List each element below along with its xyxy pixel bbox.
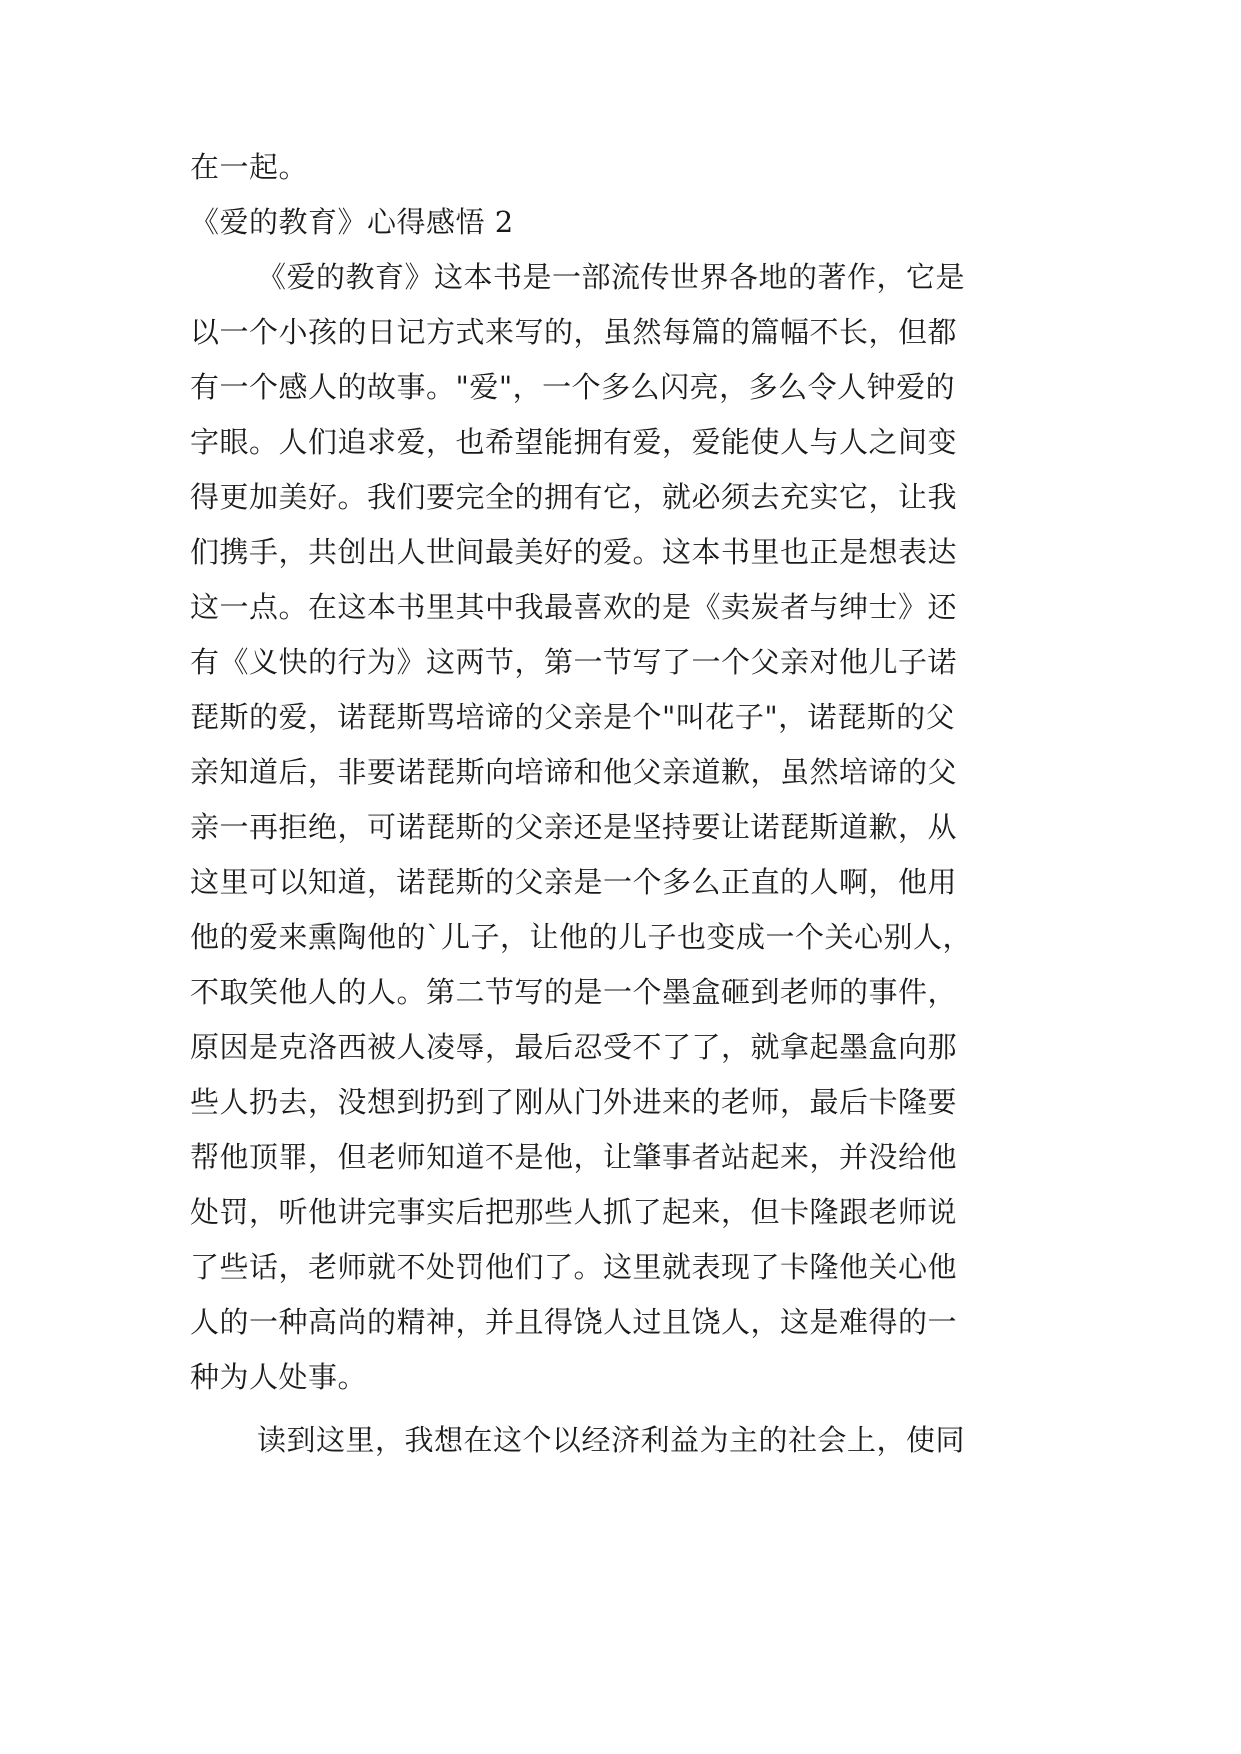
text-line: 了些话，老师就不处罚他们了。这里就表现了卡隆他关心他 bbox=[190, 1250, 958, 1284]
text-line: 这里可以知道，诺琵斯的父亲是一个多么正直的人啊，他用 bbox=[190, 865, 958, 899]
text-line: 些人扔去，没想到扔到了刚从门外进来的老师，最后卡隆要 bbox=[190, 1085, 958, 1119]
text-line: 有一个感人的故事。"爱"，一个多么闪亮，多么令人钟爱的 bbox=[190, 370, 956, 404]
text-line: 字眼。人们追求爱，也希望能拥有爱，爱能使人与人之间变 bbox=[190, 425, 958, 459]
text-line: 有《义快的行为》这两节，第一节写了一个父亲对他儿子诺 bbox=[190, 645, 958, 679]
text-line: 他的爱来熏陶他的`儿子，让他的儿子也变成一个关心别人， bbox=[190, 920, 973, 954]
text-line: 这一点。在这本书里其中我最喜欢的是《卖炭者与绅士》还 bbox=[190, 590, 958, 624]
text-line: 读到这里，我想在这个以经济利益为主的社会上，使同 bbox=[257, 1423, 966, 1457]
text-line: 得更加美好。我们要完全的拥有它，就必须去充实它，让我 bbox=[190, 480, 958, 514]
text-line: 不取笑他人的人。第二节写的是一个墨盒砸到老师的事件， bbox=[190, 975, 958, 1009]
text-line: 人的一种高尚的精神，并且得饶人过且饶人，这是难得的一 bbox=[190, 1305, 958, 1339]
text-line: 处罚，听他讲完事实后把那些人抓了起来，但卡隆跟老师说 bbox=[190, 1195, 958, 1229]
text-line: 《爱的教育》这本书是一部流传世界各地的著作，它是 bbox=[257, 260, 966, 294]
text-line: 亲一再拒绝，可诺琵斯的父亲还是坚持要让诺琵斯道歉，从 bbox=[190, 810, 958, 844]
text-line: 琵斯的爱，诺琵斯骂培谛的父亲是个"叫花子"，诺琵斯的父 bbox=[190, 700, 956, 734]
text-line: 在一起。 bbox=[190, 150, 309, 184]
text-line: 以一个小孩的日记方式来写的，虽然每篇的篇幅不长，但都 bbox=[190, 315, 958, 349]
section-heading: 《爱的教育》心得感悟 2 bbox=[190, 205, 514, 239]
text-line: 们携手，共创出人世间最美好的爱。这本书里也正是想表达 bbox=[190, 535, 958, 569]
text-line: 亲知道后，非要诺琵斯向培谛和他父亲道歉，虽然培谛的父 bbox=[190, 755, 958, 789]
text-line: 种为人处事。 bbox=[190, 1360, 368, 1394]
text-line: 帮他顶罪，但老师知道不是他，让肇事者站起来，并没给他 bbox=[190, 1140, 958, 1174]
text-line: 原因是克洛西被人凌辱，最后忍受不了了，就拿起墨盒向那 bbox=[190, 1030, 958, 1064]
